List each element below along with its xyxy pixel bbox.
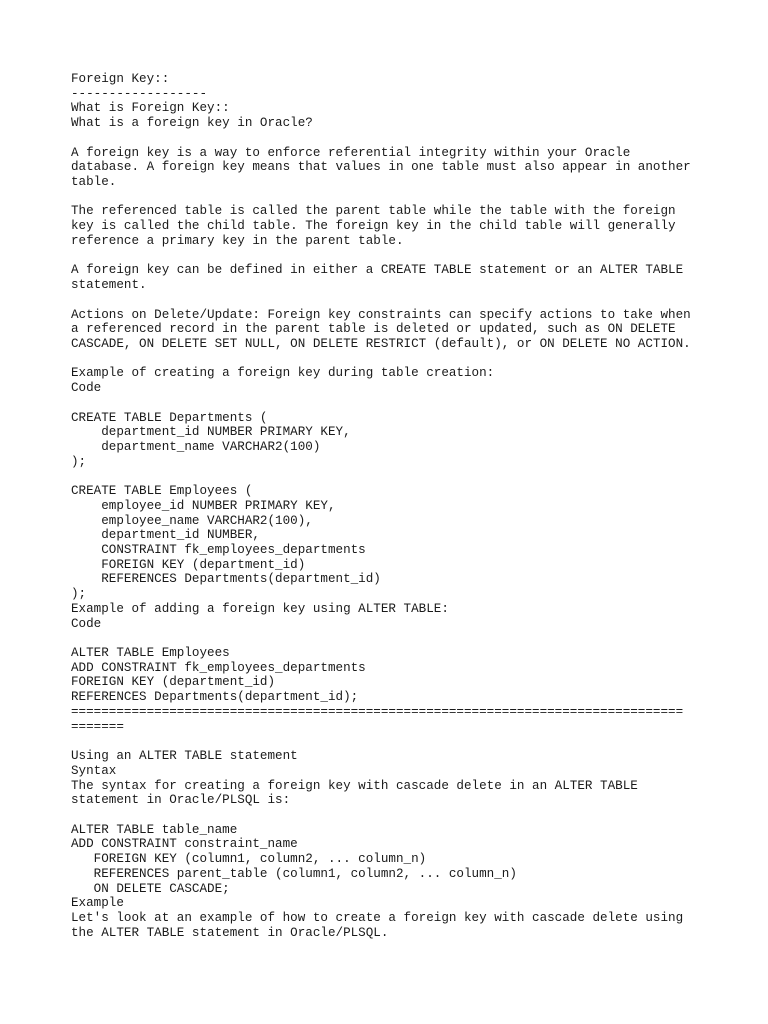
code-line: employee_name VARCHAR2(100),	[71, 513, 313, 528]
code-line	[71, 469, 711, 484]
text-line: Syntax	[71, 763, 117, 778]
text-line: Foreign Key::	[71, 72, 170, 86]
code-line: REFERENCES Departments(department_id)	[71, 572, 381, 587]
separator-line: =================================================================================	[71, 704, 684, 719]
text-line	[71, 190, 711, 205]
code-line: department_name VARCHAR2(100)	[71, 439, 321, 454]
text-line	[71, 808, 711, 823]
text-line: the ALTER TABLE statement in Oracle/PLSQL.	[71, 925, 389, 940]
code-line: REFERENCES Departments(department_id);	[71, 690, 359, 705]
text-line: A foreign key is a way to enforce referential integrity within your Oracle	[71, 145, 631, 160]
code-line: REFERENCES parent_table (column1, column2, ... column_n)	[71, 866, 517, 881]
code-line: FOREIGN KEY (department_id)	[71, 675, 276, 690]
code-line: employee_id NUMBER PRIMARY KEY,	[71, 498, 336, 513]
code-line: CONSTRAINT fk_employees_departments	[71, 543, 366, 557]
text-line	[71, 734, 711, 749]
code-line: ALTER TABLE table_name	[71, 822, 238, 837]
text-line: What is a foreign key in Oracle?	[71, 116, 313, 131]
text-line: Code	[71, 616, 102, 631]
text-line: Code	[71, 381, 102, 396]
text-line	[71, 293, 711, 308]
separator-line: =======	[71, 719, 124, 734]
text-line: Let's look at an example of how to create a foreign key with cascade delete using	[71, 910, 684, 925]
code-line: ON DELETE CASCADE;	[71, 881, 230, 896]
text-line: statement.	[71, 278, 147, 293]
text-line: CASCADE, ON DELETE SET NULL, ON DELETE RESTRICT (default), or ON DELETE NO ACTION.	[71, 336, 691, 351]
code-line: FOREIGN KEY (department_id)	[71, 557, 306, 572]
code-line: department_id NUMBER,	[71, 528, 260, 543]
text-line: database. A foreign key means that values in one table must also appear in another	[71, 160, 691, 175]
text-line	[71, 352, 711, 367]
text-line: The referenced table is called the parent table while the table with the foreign	[71, 204, 676, 219]
text-line: Example	[71, 896, 124, 911]
text-line: ------------------	[71, 86, 208, 101]
document-page	[71, 72, 711, 940]
code-line: FOREIGN KEY (column1, column2, ... column_n)	[71, 852, 427, 867]
code-line: );	[71, 587, 87, 602]
text-line: a referenced record in the parent table is deleted or updated, such as ON DELETE	[71, 322, 676, 337]
text-line	[71, 396, 711, 411]
text-line: Example of adding a foreign key using ALTER TABLE:	[71, 601, 449, 616]
text-line: Using an ALTER TABLE statement	[71, 749, 298, 764]
text-line	[71, 631, 711, 646]
text-line: Example of creating a foreign key during table creation:	[71, 366, 495, 381]
text-line: The syntax for creating a foreign key with cascade delete in an ALTER TABLE	[71, 778, 638, 793]
code-line: ADD CONSTRAINT constraint_name	[71, 837, 298, 852]
text-line: key is called the child table. The foreign key in the child table will generally	[71, 219, 676, 234]
code-line: ALTER TABLE Employees	[71, 646, 230, 661]
text-line: table.	[71, 175, 117, 190]
code-line: ADD CONSTRAINT fk_employees_departments	[71, 660, 366, 675]
text-line	[71, 131, 711, 146]
code-line: CREATE TABLE Departments (	[71, 410, 268, 425]
text-line: A foreign key can be defined in either a CREATE TABLE statement or an ALTER TABLE	[71, 263, 684, 278]
text-line: statement in Oracle/PLSQL is:	[71, 793, 291, 808]
text-line: Actions on Delete/Update: Foreign key constraints can specify actions to take when	[71, 307, 691, 322]
text-line: What is Foreign Key::	[71, 101, 230, 116]
text-line	[71, 249, 711, 264]
text-line: reference a primary key in the parent table.	[71, 233, 404, 248]
code-line: department_id NUMBER PRIMARY KEY,	[71, 425, 351, 440]
code-line: );	[71, 454, 87, 469]
code-line: CREATE TABLE Employees (	[71, 484, 253, 499]
